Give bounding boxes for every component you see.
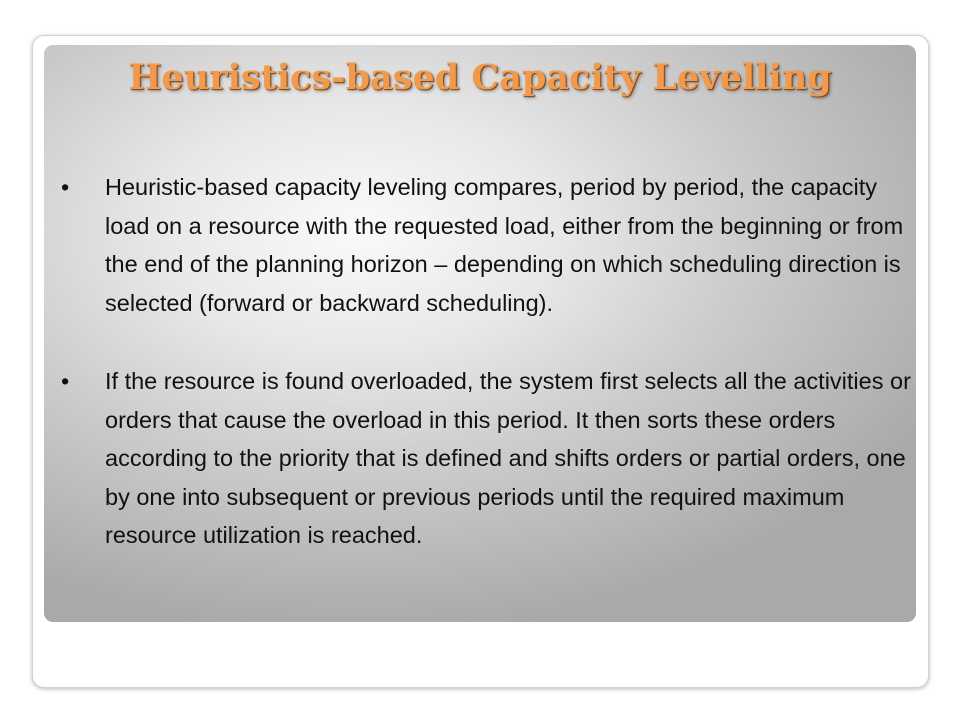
bullet-item-2 — [58, 362, 920, 555]
bullet-marker: • — [61, 174, 70, 200]
bullet-marker: • — [61, 368, 70, 394]
slide-title: Heuristics-based Capacity Levelling — [128, 57, 832, 98]
bullet-list — [58, 168, 920, 555]
bullet-text: Heuristic-based capacity leveling compares, period by period, the capacity load on a resource with the requested load, either from the beginning or from the end of the planning horizon – depending on which scheduling direction is selected (forward or backward scheduling). — [105, 174, 904, 316]
bullet-item-1 — [58, 168, 920, 322]
bullet-text: If the resource is found overloaded, the system first selects all the activities or orders that cause the overload in this period. It then sorts these orders according to the priority that is defined and shifts orders or partial orders, one by one into subsequent or previous periods until the required maximum resource utilization is reached. — [105, 368, 911, 548]
